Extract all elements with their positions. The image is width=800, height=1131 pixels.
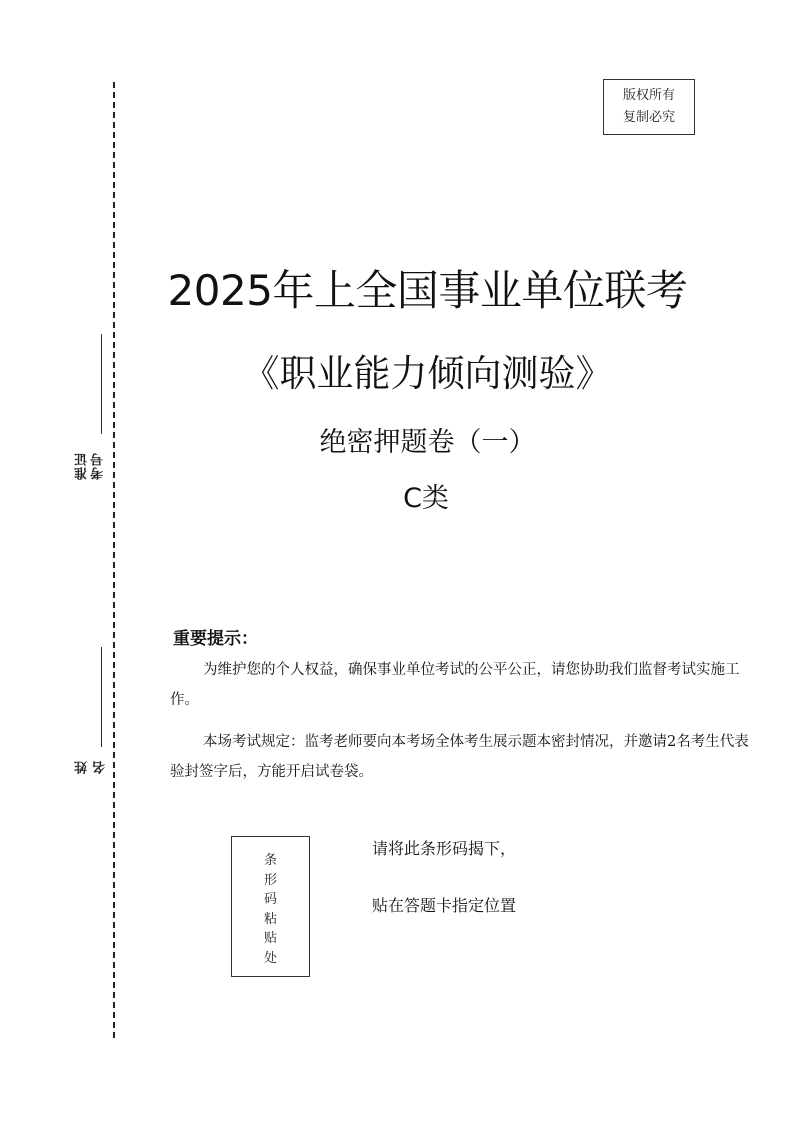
exam-subject: 《职业能力倾向测验》: [242, 352, 613, 395]
barcode-char: 码: [263, 892, 277, 907]
barcode-char: 条: [263, 853, 277, 868]
exam-id-label-line2: 考号: [91, 452, 106, 480]
exam-id-label-line1: 准证: [75, 452, 90, 480]
barcode-char: 形: [263, 872, 277, 888]
name-underline[interactable]: [101, 647, 102, 747]
copyright-line2: 复制必究: [622, 110, 675, 125]
barcode-sticker-area[interactable]: [231, 836, 310, 977]
notice-paragraph-1: 为维护您的个人权益，确保事业单位考试的公平公正，请您协助我们监督考试实施工作。: [170, 662, 740, 708]
binding-dashed-line: [113, 82, 115, 1038]
paper-name: 绝密押题卷（一）: [319, 427, 536, 458]
notice-heading: 重要提示：: [173, 629, 258, 649]
barcode-char: 贴: [263, 931, 277, 946]
name-label-char2: 名: [93, 760, 108, 774]
barcode-instruction-1: 请将此条形码揭下，: [372, 839, 517, 858]
exam-title: 2025年上全国事业单位联考: [167, 266, 688, 315]
barcode-char: 粘: [263, 911, 277, 927]
barcode-instruction-2: 贴在答题卡指定位置: [372, 896, 517, 915]
notice-paragraph-2: 本场考试规定：监考老师要向本考场全体考生展示题本密封情况，并邀请2名考生代表验封签字后，方能开启试卷袋。: [170, 734, 749, 780]
name-label-char1: 姓: [75, 760, 90, 774]
copyright-line1: 版权所有: [622, 88, 675, 103]
barcode-char: 处: [263, 950, 277, 966]
copyright-box: [603, 79, 695, 135]
exam-category: C类: [403, 483, 449, 514]
